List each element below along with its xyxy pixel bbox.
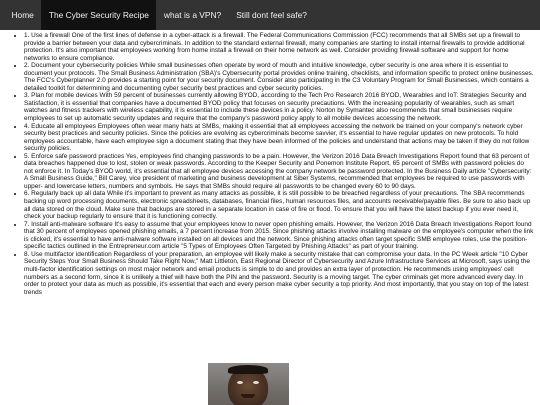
list-item: • 1. Use a firewall One of the first lines of defense in a cyber-attack is a firewall. The Federal Communications Commission (FCC) recommends that all SMBs set up a firewall to provide a barrier between your data and cybercriminals. In addition to the standard external firewall, many companies are starting to install internal firewalls to provide additional protection. It's also important that employees working from home install a firewall on their home network as well. Consider providing firewall software and support for home networks to ensure compliance. (24, 32, 534, 62)
list-item: • 5. Enforce safe password practices Yes, employees find changing passwords to be a pain. However, the Verizon 2016 Data Breach Investigations Report found that 63 percent of data breaches happened due to lost, stolen or weak passwords. According to the Keeper Security and Ponemon Institute Report, 65 percent of SMBs with password policies do not enforce it. In Today's BYOD world, it's essential that all employee devices accessing the company network be password protected. In the Business Daily article "Cybersecurity: A Small Business Guide," Bill Carey, vice president of marketing and business development at Siber Systems, recommended that employees be required to use passwords with upper- and lowercase letters, numbers and symbols. He says that SMBs should require all passwords to be changed every 60 to 90 days. (24, 153, 534, 191)
nav-link-home[interactable]: Home (11, 10, 34, 20)
photo-hair (228, 365, 268, 374)
photo-right-eye (253, 381, 259, 384)
nav-link-still-dont-feel-safe[interactable]: Still dont feel safe? (236, 10, 307, 20)
photo-left-eye (237, 381, 243, 384)
nav-link-what-is-a-vpn[interactable]: what is a VPN? (163, 10, 222, 20)
reaction-photo (208, 363, 289, 405)
photo-mouth (241, 394, 255, 398)
top-navigation-bar (0, 0, 540, 30)
list-item: • 6. Regularly back up all data While it's important to prevent as many attacks as possible, it is still possible to be breached regardless of your precautions. The SBA recommends backing up word processing documents, electronic spreadsheets, databases, financial files, human resources files, and accounts receivable/payable files. Be sure to also back up all data stored on the cloud. Make sure that backups are stored in a separate location in case of fire or flood. To ensure that you will have the latest backup if you ever need it, check your backup regularly to ensure that it is functioning correctly. (24, 190, 534, 220)
list-item: • 3. Plan for mobile devices With 59 percent of businesses currently allowing BYOD, according to the Tech Pro Research 2016 BYOD, Wearables and IoT: Strategies Security and Satisfaction, it is essential that companies have a documented BYOD policy that focuses on security precautions. With the increasing popularity of wearables, such as smart watches and fitness trackers with wireless capability, it is essential to include these devices in a policy. Norton by Symantec also recommends that small businesses require employees to set up automatic security updates and require that the company's password policy apply to all mobile devices accessing the network. (24, 92, 534, 122)
list-item: • 4. Educate all employees Employees often wear many hats at SMBs, making it essential that all employees accessing the network be trained on your company's network cyber security best practices and security policies. Since the policies are evolving as cybercriminals become savvier, it's essential to have regular updates on new protocols. To hold employees accountable, have each employee sign a document stating that they have been informed of the policies and understand that actions may be taken if they do not follow security policies. (24, 123, 534, 153)
list-item: • 7. Install anti-malware software It's easy to assume that your employees know to never open phishing emails. However, the Verizon 2016 Data Breach Investigations Report found that 30 percent of employees opened phishing emails, a 7 percent increase from 2015. Since phishing attacks involve installing malware on the employee's computer when the link is clicked, it's essential to have anti-malware software installed on all devices and the network. Since phishing attacks often target specific SMB employee roles, use the position-specific tactics outlined in the Entrepreneur.com article "5 Types of Employees Often Targeted by Phishing Attacks" as part of your training. (24, 221, 534, 251)
security-tips-list (0, 30, 540, 296)
list-item: • 2. Document your cybersecurity policies While small businesses often operate by word of mouth and intuitive knowledge, cyber security is one area where it is essential to document your protocols. The Small Business Administration (SBA)'s Cybersecurity portal provides online training, checklists, and information specific to protect online businesses. The FCC's Cyberplanner 2.0 provides a starting point for your security document. Consider also participating in the C3 Voluntary Program for Small Businesses, which contains a detailed toolkit for determining and documenting cyber security best practices and cyber security policies. (24, 62, 534, 92)
nav-link-cyber-security-recipe[interactable]: The Cyber Security Recipe (41, 0, 156, 30)
photo-person-image (208, 363, 289, 405)
list-item: • 8. Use multifactor identification Regardless of your preparation, an employee will likely make a security mistake that can compromise your data. In the PC Week article "10 Cyber Security Steps Your Small Business Should Take Right Now," Matt Littleton, East Regional Director of Cybersecurity and Azure Infrastructure Services at Microsoft, says using the multi-factor identification settings on most major network and email products is simple to do and provides an extra layer of protection. He recommends using employees' cell numbers as a second form, since it is unlikely a thief will have both the PIN and the password. Security is a moving target. The cyber criminals get more advanced every day. In order to protect your data as much as possible, it's essential that each and every person make cyber security a top priority. And most importantly, that you stay on top of the latest trends (24, 251, 534, 296)
